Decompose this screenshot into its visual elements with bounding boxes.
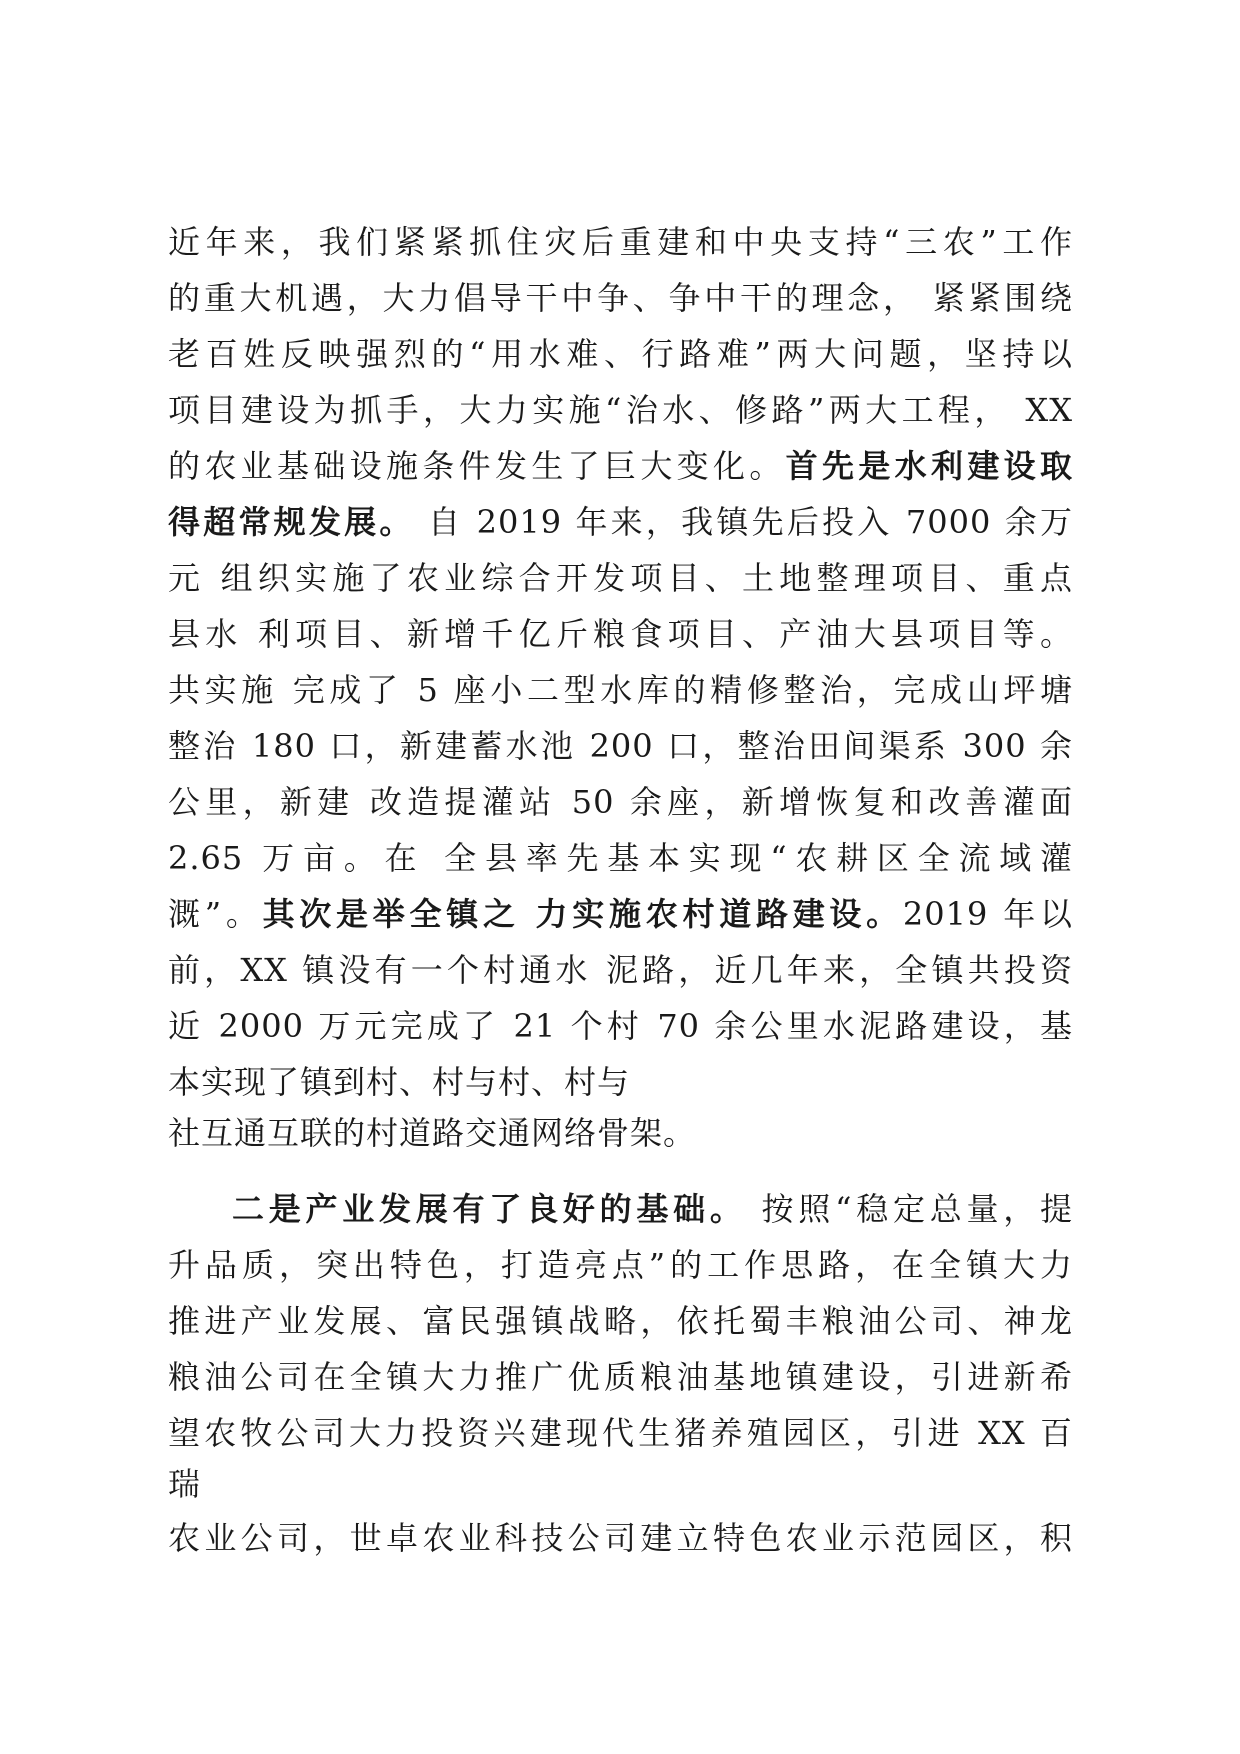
body-text-line: 推进产业发展、富民强镇战略，依托蜀丰粮油公司、神龙 xyxy=(168,1302,1073,1340)
body-text-line: 2.65 万亩。在 全县率先基本实现“农耕区全流域灌 xyxy=(168,839,1073,877)
body-text-line: 望农牧公司大力投资兴建现代生猪养殖园区，引进 XX 百 xyxy=(168,1414,1073,1452)
bold-heading-span: 得超常规发展。 xyxy=(168,503,415,541)
body-text-span: 自 2019 年来，我镇先后投入 7000 余万 xyxy=(414,503,1073,541)
body-text-line: 元 组织实施了农业综合开发项目、土地整理项目、重点 xyxy=(168,559,1073,597)
body-text-line: 农业公司，世卓农业科技公司建立特色农业示范园区，积 xyxy=(168,1519,1073,1557)
body-text-line xyxy=(168,502,1073,542)
body-text-line: 整治 180 口，新建蓄水池 200 口，整治田间渠系 300 余 xyxy=(168,727,1073,765)
body-text-span: 溉”。 xyxy=(168,895,263,933)
bold-heading-span: 其次是举全镇之 力实施农村道路建设。 xyxy=(262,895,903,933)
body-text-span: 按照“稳定总量，提 xyxy=(746,1190,1073,1228)
body-text-line: 的重大机遇，大力倡导干中争、争中干的理念， 紧紧围绕 xyxy=(168,279,1073,317)
bold-heading-span: 二是产业发展有了良好的基础。 xyxy=(232,1190,747,1228)
body-text-line: 本实现了镇到村、村与村、村与 xyxy=(168,1063,631,1101)
body-text-line: 近 2000 万元完成了 21 个村 70 余公里水泥路建设，基 xyxy=(168,1007,1073,1045)
bold-heading-span: 首先是水利建设取 xyxy=(785,447,1073,485)
body-text-line: 老百姓反映强烈的“用水难、行路难”两大问题，坚持以 xyxy=(168,335,1073,373)
body-text-line: 社互通互联的村道路交通网络骨架。 xyxy=(168,1114,697,1152)
body-text-line: 粮油公司在全镇大力推广优质粮油基地镇建设，引进新希 xyxy=(168,1358,1073,1396)
body-text-line: 近年来，我们紧紧抓住灾后重建和中央支持“三农”工作 xyxy=(168,223,1073,261)
body-text-line: 项目建设为抓手，大力实施“治水、修路”两大工程， XX xyxy=(168,391,1073,429)
body-text-line xyxy=(168,894,1073,934)
body-text-span: 的农业基础设施条件发生了巨大变化。 xyxy=(168,447,786,485)
body-text-line: 公里，新建 改造提灌站 50 余座，新增恢复和改善灌面 xyxy=(168,783,1073,821)
body-text-line: 县水 利项目、新增千亿斤粮食项目、产油大县项目等。 xyxy=(168,615,1073,653)
body-text-line: 瑞 xyxy=(168,1465,202,1503)
body-text-line: 升品质，突出特色，打造亮点”的工作思路，在全镇大力 xyxy=(168,1246,1073,1284)
body-text-line xyxy=(232,1189,1073,1229)
body-text-line: 共实施 完成了 5 座小二型水库的精修整治，完成山坪塘 xyxy=(168,671,1073,709)
body-text-span: 2019 年以 xyxy=(902,895,1073,933)
body-text-line: 前，XX 镇没有一个村通水 泥路，近几年来，全镇共投资 xyxy=(168,951,1073,989)
body-text-line xyxy=(168,446,1073,486)
